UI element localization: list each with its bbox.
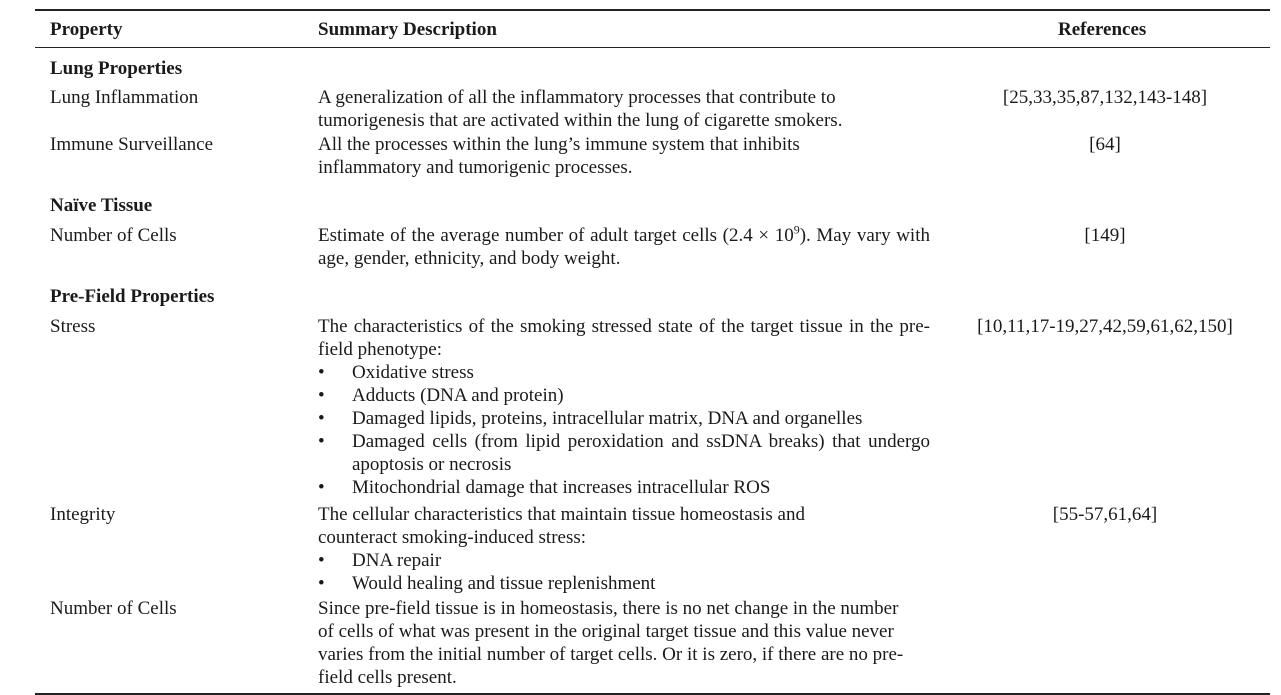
references-naive-number-of-cells: [149] (1084, 225, 1126, 246)
references-immune-surveillance: [64] (1089, 134, 1121, 155)
bullet-icon: • (318, 550, 325, 571)
section-heading-prefield: Pre-Field Properties (50, 286, 215, 307)
section-heading-naive: Naïve Tissue (50, 195, 153, 216)
property-lung-inflammation: Lung Inflammation (50, 87, 199, 108)
table-top-rule (35, 9, 1270, 11)
bullet-icon: • (318, 362, 325, 383)
references-stress: [10,11,17-19,27,42,59,61,62,150] (977, 316, 1233, 337)
bullet-icon: • (318, 431, 325, 452)
description-integrity: The cellular characteristics that maintain tissue homeostasis and counteract smoking-induced stress: • DNA repair • Would healing and tissue replenishment (318, 503, 930, 595)
column-header-references: References (1058, 19, 1147, 40)
integrity-bullet-list (318, 549, 930, 595)
property-stress: Stress (50, 316, 96, 337)
section-heading-lung: Lung Properties (50, 58, 183, 79)
list-item: • Damaged cells (from lipid peroxidation and ssDNA breaks) that undergo apoptosis or necrosis (318, 431, 930, 475)
property-prefield-number-of-cells: Number of Cells (50, 598, 177, 619)
stress-bullet-list (318, 361, 930, 499)
description-prefield-number-of-cells: Since pre-field tissue is in homeostasis, there is no net change in the number of cells of what was present in the original target tissue and this value never varies from the initial number of target cells. Or it is zero, if there are no pre-field cells present. (318, 598, 904, 688)
list-item: • Oxidative stress (318, 362, 474, 383)
bullet-icon: • (318, 573, 325, 594)
property-integrity: Integrity (50, 504, 116, 525)
property-immune-surveillance: Immune Surveillance (50, 134, 214, 155)
bullet-icon: • (318, 408, 325, 429)
list-item: • Would healing and tissue replenishment (318, 573, 656, 594)
header-divider-rule (35, 47, 1270, 48)
list-item: • DNA repair (318, 550, 442, 571)
column-header-summary: Summary Description (318, 19, 497, 40)
list-item: • Mitochondrial damage that increases intracellular ROS (318, 477, 771, 498)
list-item: • Adducts (DNA and protein) (318, 385, 564, 406)
bullet-icon: • (318, 385, 325, 406)
description-stress: The characteristics of the smoking stressed state of the target tissue in the pre-field phenotype: • Oxidative stress • Adducts (DNA and protein) • Damaged lipids, proteins, intracellular matrix, DNA and organelles • Damaged cells (from lipid peroxidation and ssDNA breaks) that undergo apoptosis or necrosis • Mitochondrial damage that increases intracellular ROS (318, 316, 930, 498)
description-immune-surveillance: All the processes within the lung’s immune system that inhibits inflammatory and tumorigenic processes. (318, 134, 800, 178)
column-header-property: Property (50, 19, 123, 40)
bullet-icon: • (318, 477, 325, 498)
description-naive-number-of-cells: Estimate of the average number of adult target cells $(2.4 \times 10^9)$. May vary with age, gender, ethnicity, and body weight. (318, 222, 930, 269)
property-naive-number-of-cells: Number of Cells (50, 225, 177, 246)
references-integrity: [55-57,61,64] (1052, 504, 1158, 525)
list-item: • Damaged lipids, proteins, intracellular matrix, DNA and organelles (318, 408, 863, 429)
references-lung-inflammation: [25,33,35,87,132,143-148] (1002, 87, 1208, 108)
description-lung-inflammation: A generalization of all the inflammatory processes that contribute to tumorigenesis that are activated within the lung of cigarette smokers. (318, 87, 843, 131)
